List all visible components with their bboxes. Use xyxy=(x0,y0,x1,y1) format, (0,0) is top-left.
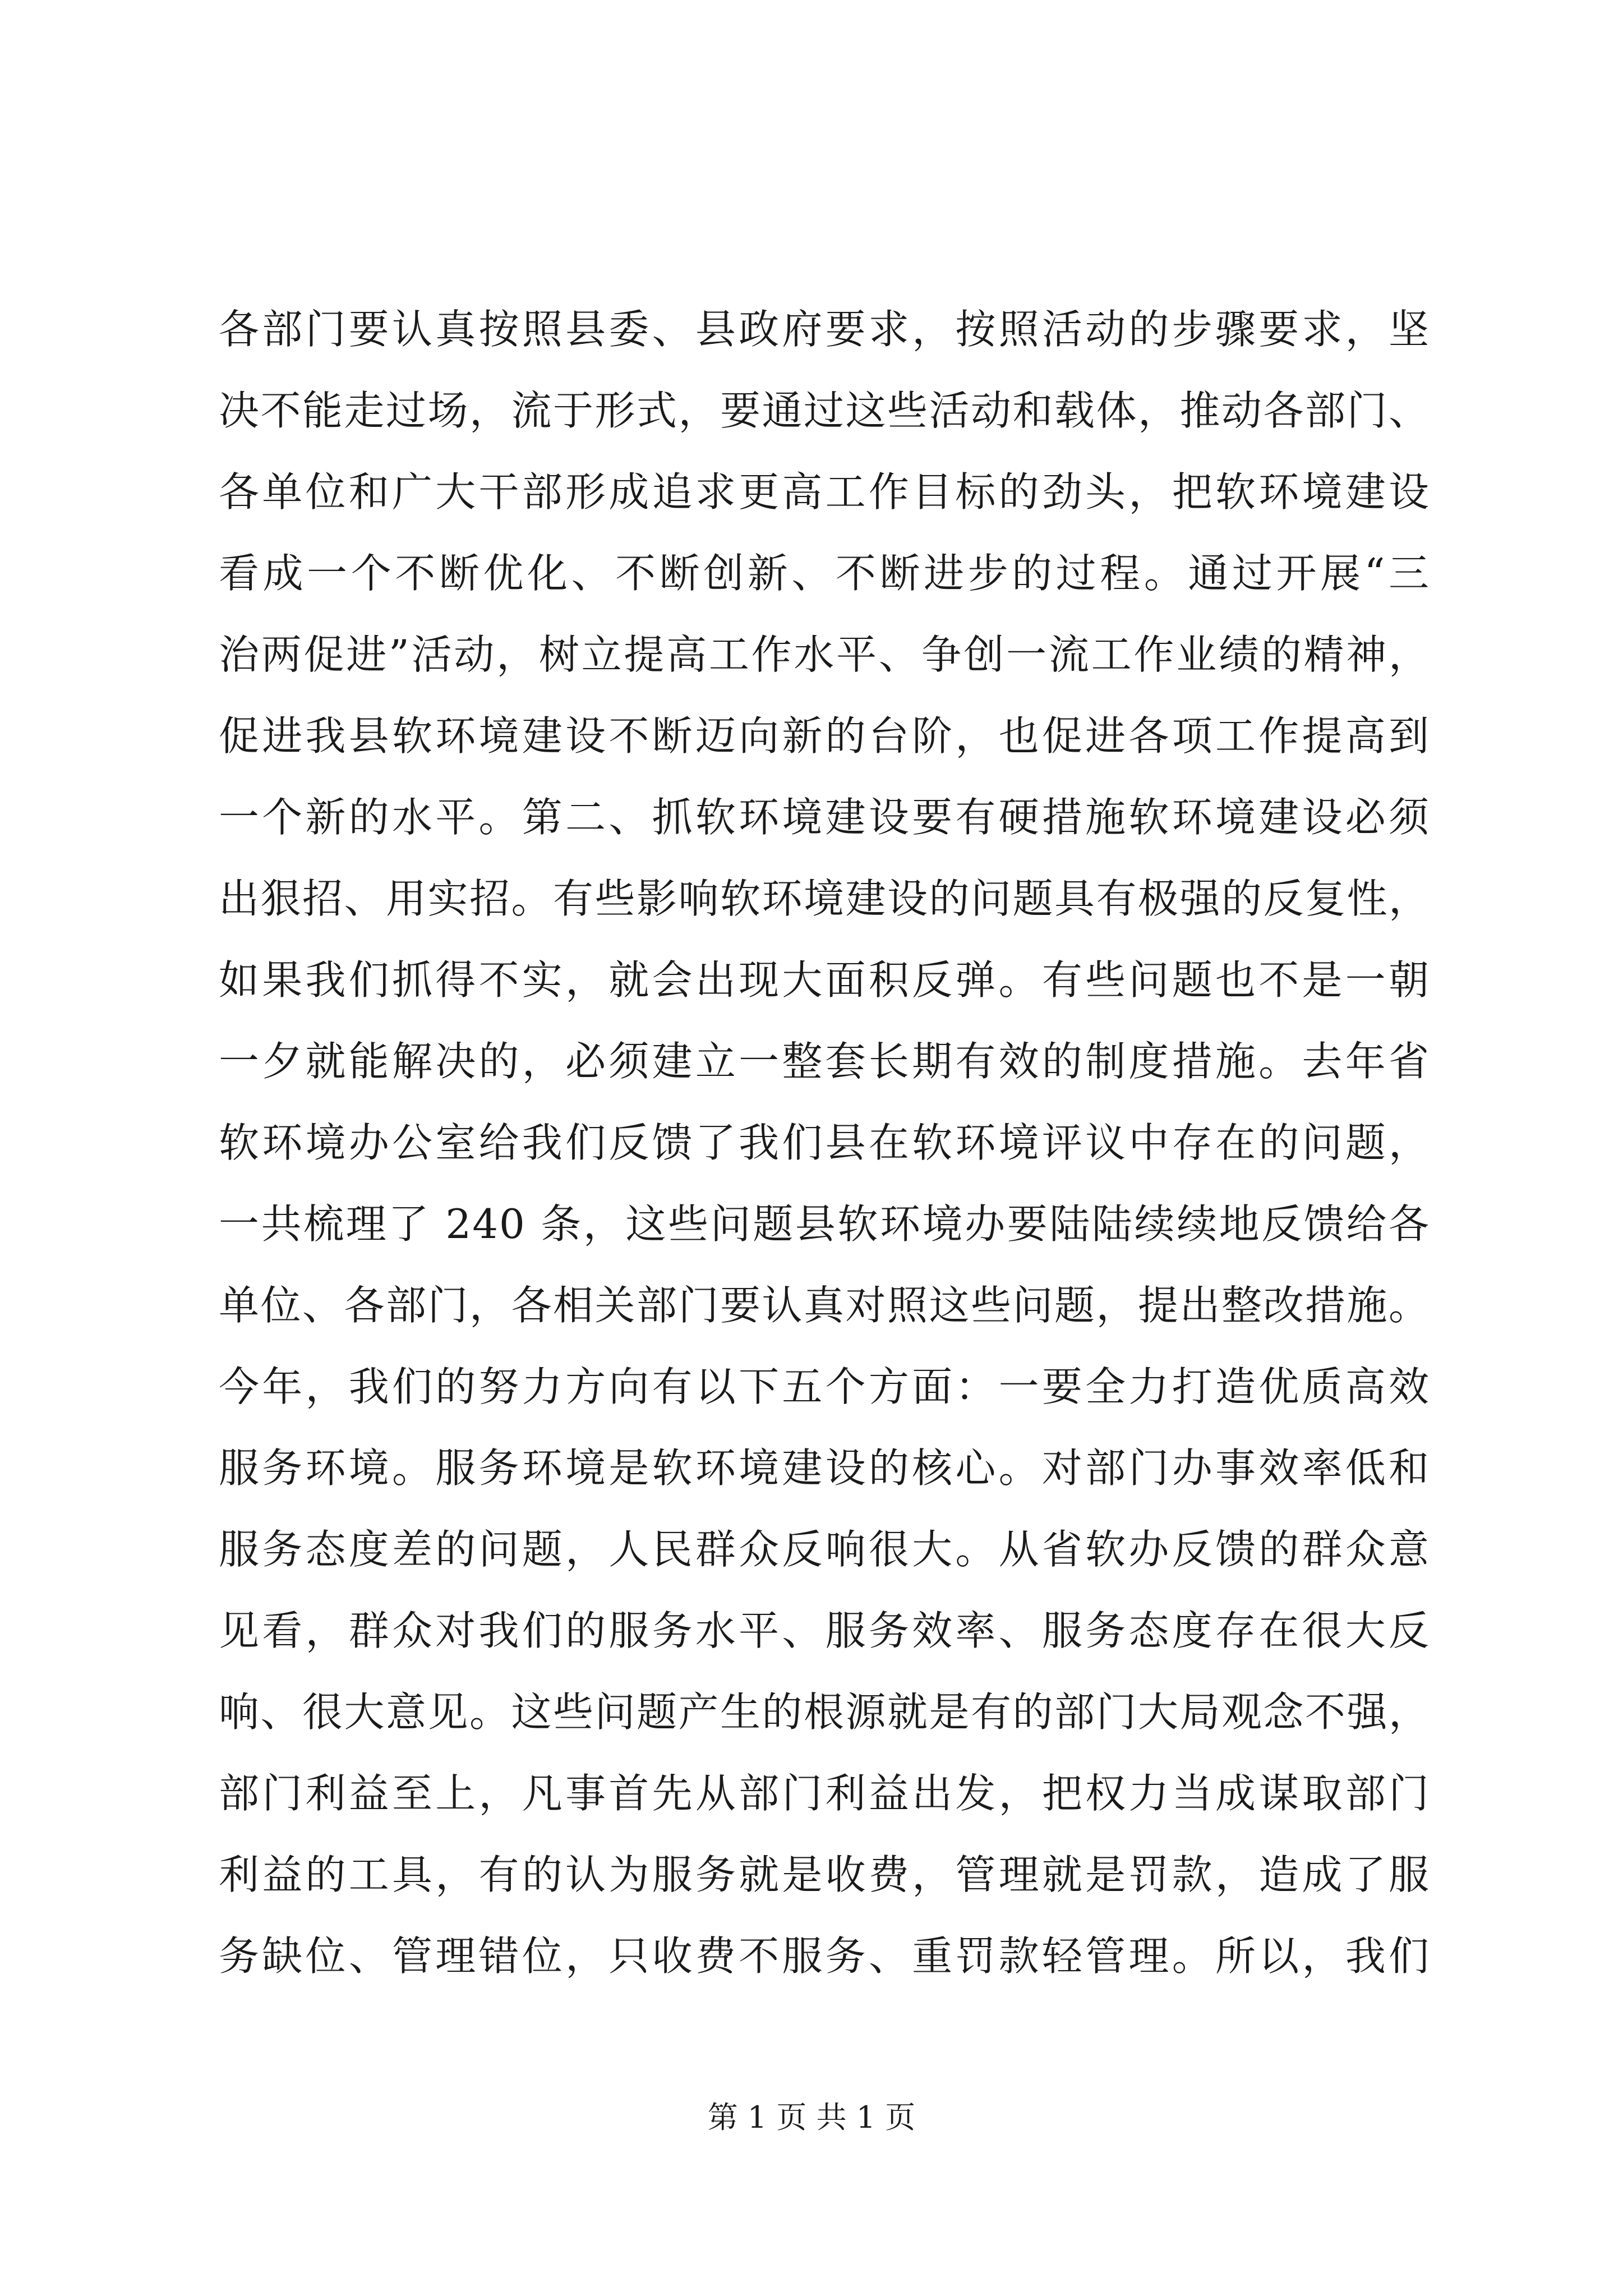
text-line-16: 服务态度差的问题，人民群众反响很大。从省软办反馈的群众意 xyxy=(219,1526,1430,1573)
body-text xyxy=(219,289,1430,1997)
text-line-20: 利益的工具，有的认为服务就是收费，管理就是罚款，造成了服 xyxy=(219,1851,1430,1898)
text-line-18: 响、很大意见。这些问题产生的根源就是有的部门大局观念不强， xyxy=(219,1688,1430,1736)
text-line-7: 一个新的水平。第二、抓软环境建设要有硬措施软环境建设必须 xyxy=(219,794,1430,841)
text-line-11: 软环境办公室给我们反馈了我们县在软环境评议中存在的问题， xyxy=(219,1119,1430,1166)
text-line-21: 务缺位、管理错位，只收费不服务、重罚款轻管理。所以，我们 xyxy=(219,1932,1430,1980)
text-line-9: 如果我们抓得不实，就会出现大面积反弹。有些问题也不是一朝 xyxy=(219,956,1430,1004)
text-line-3: 各单位和广大干部形成追求更高工作目标的劲头，把软环境建设 xyxy=(219,468,1430,516)
text-line-6: 促进我县软环境建设不断迈向新的台阶，也促进各项工作提高到 xyxy=(219,712,1430,760)
page-footer: 第 1 页 共 1 页 xyxy=(707,2100,916,2135)
text-line-12: 一共梳理了 240 条，这些问题县软环境办要陆陆续续地反馈给各 xyxy=(219,1200,1430,1248)
text-line-10: 一夕就能解决的，必须建立一整套长期有效的制度措施。去年省 xyxy=(219,1038,1430,1085)
text-line-8: 出狠招、用实招。有些影响软环境建设的问题具有极强的反复性， xyxy=(219,875,1430,922)
text-line-2: 决不能走过场，流于形式，要通过这些活动和载体，推动各部门、 xyxy=(219,387,1430,434)
text-line-1: 各部门要认真按照县委、县政府要求，按照活动的步骤要求，坚 xyxy=(219,306,1430,353)
text-line-15: 服务环境。服务环境是软环境建设的核心。对部门办事效率低和 xyxy=(219,1444,1430,1492)
text-line-19: 部门利益至上，凡事首先从部门利益出发，把权力当成谋取部门 xyxy=(219,1770,1430,1817)
text-line-5: 治两促进”活动，树立提高工作水平、争创一流工作业绩的精神， xyxy=(219,631,1430,678)
text-line-14: 今年，我们的努力方向有以下五个方面：一要全力打造优质高效 xyxy=(219,1363,1430,1410)
text-line-4: 看成一个不断优化、不断创新、不断进步的过程。通过开展“三 xyxy=(219,550,1430,597)
text-line-17: 见看，群众对我们的服务水平、服务效率、服务态度存在很大反 xyxy=(219,1607,1430,1654)
text-line-13: 单位、各部门，各相关部门要认真对照这些问题，提出整改措施。 xyxy=(219,1282,1430,1329)
